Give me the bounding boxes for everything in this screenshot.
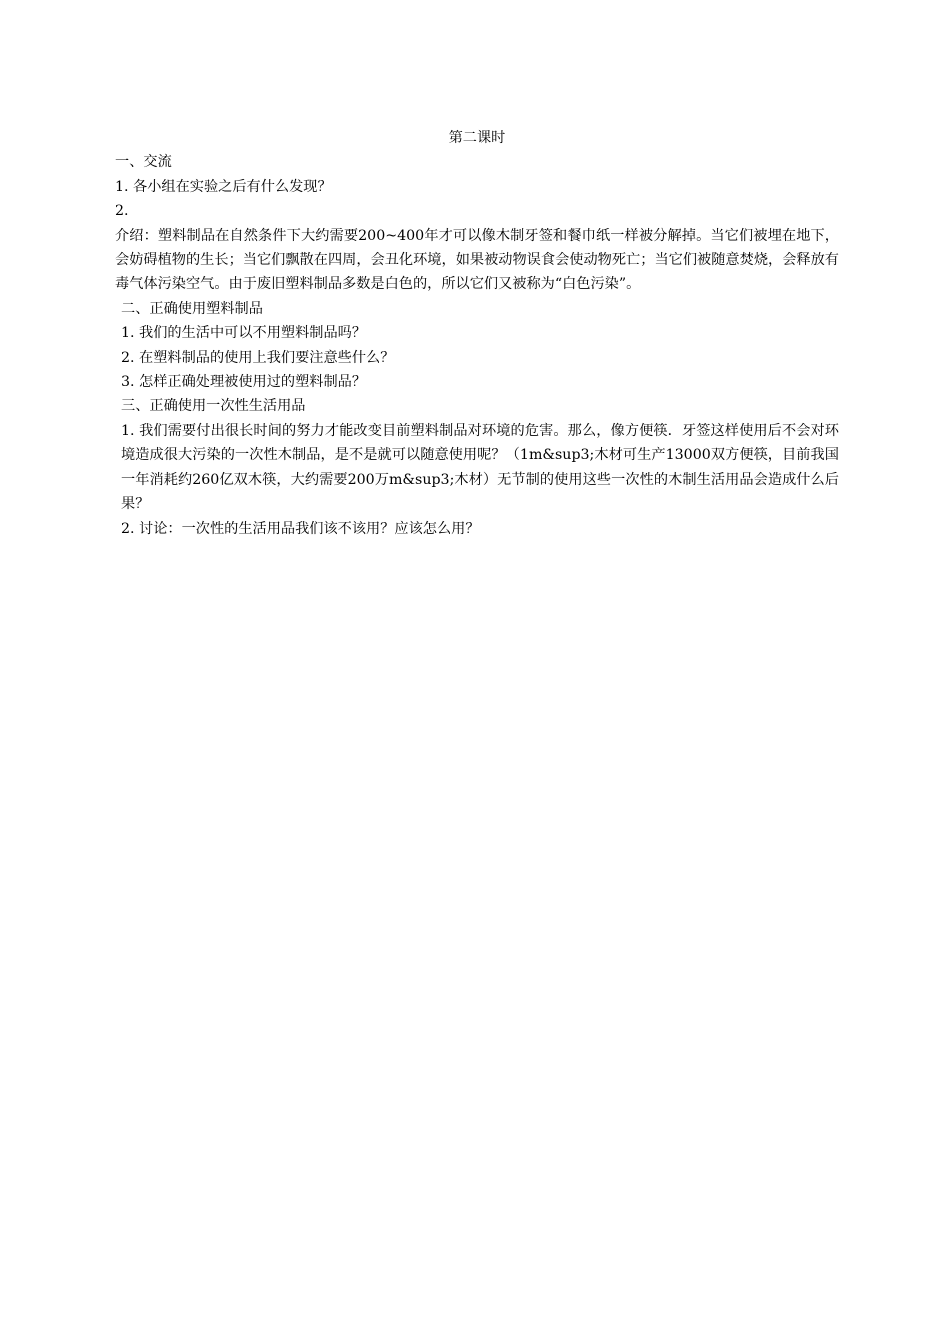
section2-item-2: 2. 在塑料制品的使用上我们要注意些什么？ (121, 349, 395, 366)
section3-item-2: 2. 讨论：一次性的生活用品我们该不该用？应该怎么用？ (121, 520, 480, 537)
section3-heading: 三、正确使用一次性生活用品 (121, 398, 306, 415)
lesson-title: 第二课时 (448, 130, 506, 146)
section1-intro-paragraph: 介绍：塑料制品在自然条件下大约需要200~400年才可以像木制牙签和餐巾纸一样被分解掉。当它们被埋在地下，会妨碍植物的生长；当它们飘散在四周，会丑化环境，如果被动物误食会使动物死亡；当它们被随意焚烧，会释放有毒气体污染空气。由于废旧塑料制品多数是白色的，所以它们又被称为“白色污染”。 (115, 227, 839, 293)
document-body (115, 126, 839, 541)
section1-item-1: 1. 各小组在实验之后有什么发现？ (115, 178, 332, 195)
section3-item-1-paragraph: 1. 我们需要付出很长时间的努力才能改变目前塑料制品对环境的危害。那么，像方便筷．牙签这样使用后不会对环境造成很大污染的一次性木制品，是不是就可以随意使用呢？（1m&sup3;木材可生产13000双方便筷，目前我国一年消耗约260亿双木筷，大约需要200万m&sup3;木材）无节制的使用这些一次性的木制生活用品会造成什么后果？ (121, 422, 839, 513)
section2-item-3: 3. 怎样正确处理被使用过的塑料制品？ (121, 374, 367, 391)
section1-item-2: 2. (115, 203, 129, 220)
section2-item-1: 1. 我们的生活中可以不用塑料制品吗？ (121, 325, 367, 342)
section2-heading: 二、正确使用塑料制品 (121, 300, 263, 317)
section1-heading: 一、交流 (115, 154, 172, 171)
